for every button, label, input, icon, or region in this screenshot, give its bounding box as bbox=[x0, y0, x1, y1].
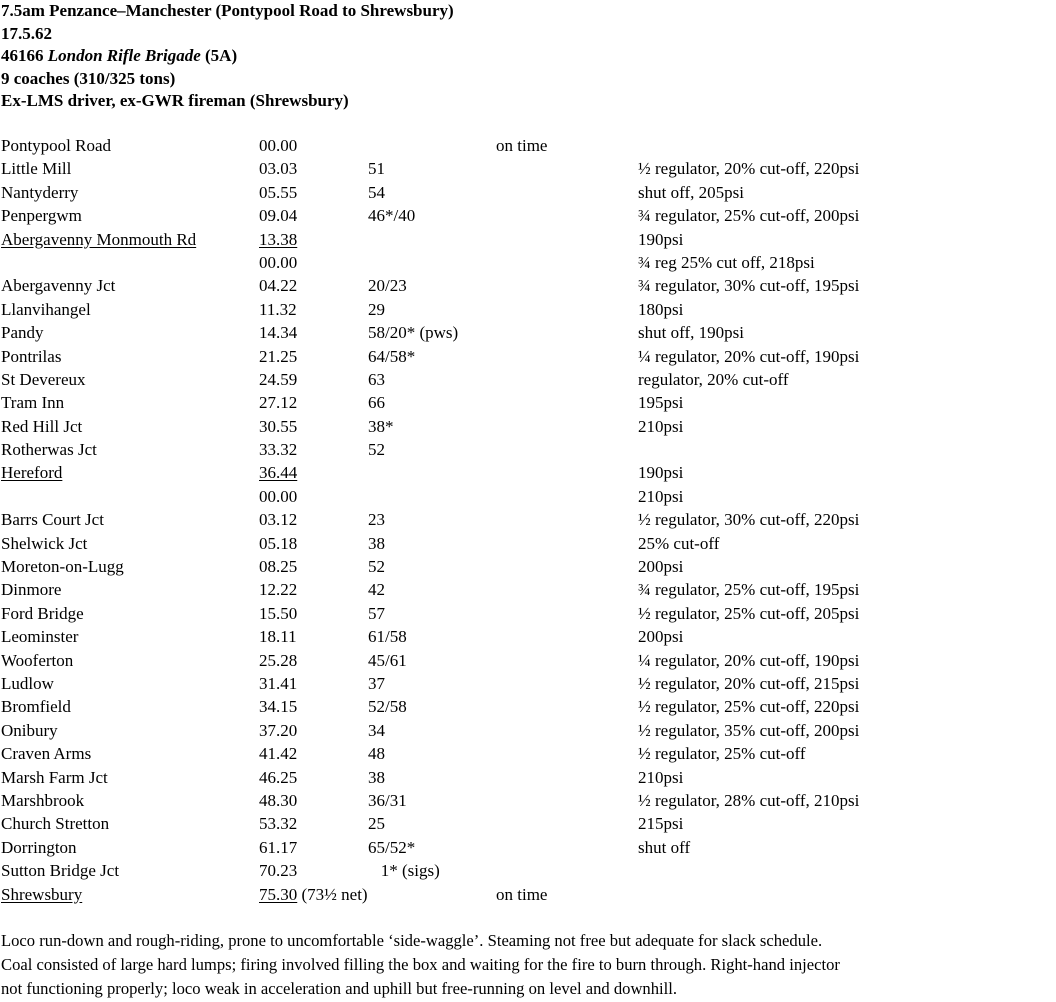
station-name: Red Hill Jct bbox=[1, 416, 83, 436]
engine-notes: ¼ regulator, 20% cut-off, 190psi bbox=[638, 346, 860, 366]
passing-time: 03.03 bbox=[259, 159, 298, 179]
engine-notes: ¾ regulator, 25% cut-off, 200psi bbox=[638, 206, 860, 226]
engine-notes: ½ regulator, 20% cut-off, 220psi bbox=[638, 159, 860, 179]
log-date: 17.5.62 bbox=[1, 23, 52, 43]
passing-time: 18.11 bbox=[259, 627, 297, 647]
notes-line: Coal consisted of large hard lumps; firing involved filling the box and waiting for the fire to burn through. Right-hand injector bbox=[1, 955, 840, 974]
log-row bbox=[1, 461, 1056, 484]
engine-notes: ¾ regulator, 25% cut-off, 195psi bbox=[638, 580, 860, 600]
log-row bbox=[1, 532, 1056, 555]
log-notes bbox=[1, 929, 1056, 1001]
speed-value: 61/58 bbox=[368, 627, 407, 647]
passing-time: 00.00 bbox=[259, 252, 298, 272]
station-name: Penpergwm bbox=[1, 206, 82, 226]
passing-time: 08.25 bbox=[259, 557, 298, 577]
speed-value: 38 bbox=[368, 767, 385, 787]
engine-notes: ½ regulator, 20% cut-off, 215psi bbox=[638, 673, 860, 693]
station-name: Leominster bbox=[1, 627, 79, 647]
log-row bbox=[1, 508, 1056, 531]
speed-value: 38* bbox=[368, 416, 394, 436]
log-row bbox=[1, 789, 1056, 812]
speed-value: 1* (sigs) bbox=[368, 861, 440, 881]
engine-notes: shut off, 190psi bbox=[638, 323, 744, 343]
engine-notes: 210psi bbox=[638, 416, 684, 436]
passing-time: 31.41 bbox=[259, 673, 298, 693]
station-name: Dinmore bbox=[1, 580, 62, 600]
passing-time: 14.34 bbox=[259, 323, 298, 343]
passing-time: 41.42 bbox=[259, 744, 298, 764]
passing-time: 70.23 bbox=[259, 861, 298, 881]
speed-value: 63 bbox=[368, 369, 385, 389]
station-name: Little Mill bbox=[1, 159, 72, 179]
engine-notes: ½ regulator, 35% cut-off, 200psi bbox=[638, 720, 860, 740]
engine-notes: 210psi bbox=[638, 767, 684, 787]
engine-notes: ¾ reg 25% cut off, 218psi bbox=[638, 252, 815, 272]
station-name: Marsh Farm Jct bbox=[1, 767, 108, 787]
speed-value: 48 bbox=[368, 744, 385, 764]
notes-line: not functioning properly; loco weak in acceleration and uphill but free-running on level and downhill. bbox=[1, 979, 678, 998]
engine-notes: 200psi bbox=[638, 627, 684, 647]
log-row bbox=[1, 883, 1056, 906]
engine-notes: 210psi bbox=[638, 486, 684, 506]
engine-notes: 215psi bbox=[638, 814, 684, 834]
timekeeping-status: on time bbox=[496, 884, 548, 904]
speed-value: 25 bbox=[368, 814, 385, 834]
station-name: St Devereux bbox=[1, 369, 86, 389]
net-time-note: (73½ net) bbox=[297, 884, 368, 904]
log-row bbox=[1, 415, 1056, 438]
station-name: Tram Inn bbox=[1, 393, 65, 413]
speed-value: 64/58* bbox=[368, 346, 416, 366]
station-name: Ford Bridge bbox=[1, 603, 84, 623]
notes-line: Loco run-down and rough-riding, prone to uncomfortable ‘side-waggle’. Steaming not free but adequate for slack schedule. bbox=[1, 931, 823, 950]
station-name: Rotherwas Jct bbox=[1, 440, 97, 460]
log-row bbox=[1, 251, 1056, 274]
log-row bbox=[1, 766, 1056, 789]
station-name: Shelwick Jct bbox=[1, 533, 88, 553]
log-row bbox=[1, 298, 1056, 321]
log-row bbox=[1, 812, 1056, 835]
passing-time: 61.17 bbox=[259, 837, 298, 857]
speed-value: 51 bbox=[368, 159, 385, 179]
log-row bbox=[1, 228, 1056, 251]
engine-notes: regulator, 20% cut-off bbox=[638, 369, 789, 389]
passing-time: 48.30 bbox=[259, 790, 298, 810]
station-name: Wooferton bbox=[1, 650, 74, 670]
passing-time: 13.38 bbox=[259, 229, 298, 249]
engine-notes: ½ regulator, 30% cut-off, 220psi bbox=[638, 510, 860, 530]
passing-time bbox=[259, 883, 368, 906]
station-name: Barrs Court Jct bbox=[1, 510, 104, 530]
engine-notes: ¼ regulator, 20% cut-off, 190psi bbox=[638, 650, 860, 670]
speed-value: 34 bbox=[368, 720, 385, 740]
station-name: Pontypool Road bbox=[1, 136, 112, 155]
passing-time: 04.22 bbox=[259, 276, 298, 296]
speed-value: 54 bbox=[368, 182, 385, 202]
speed-value: 29 bbox=[368, 299, 385, 319]
log-row bbox=[1, 368, 1056, 391]
speed-value: 23 bbox=[368, 510, 385, 530]
passing-time: 21.25 bbox=[259, 346, 298, 366]
passing-time: 11.32 bbox=[259, 299, 297, 319]
train-title: 7.5am Penzance–Manchester (Pontypool Road to Shrewsbury) bbox=[1, 1, 454, 20]
log-row bbox=[1, 204, 1056, 227]
speed-value: 57 bbox=[368, 603, 385, 623]
station-name: Ludlow bbox=[1, 673, 54, 693]
speed-value: 45/61 bbox=[368, 650, 407, 670]
log-row bbox=[1, 181, 1056, 204]
log-row bbox=[1, 672, 1056, 695]
locomotive-line bbox=[1, 45, 454, 68]
log-row bbox=[1, 157, 1056, 180]
station-name: Nantyderry bbox=[1, 182, 79, 202]
station-name: Sutton Bridge Jct bbox=[1, 861, 120, 881]
speed-value: 58/20* (pws) bbox=[368, 323, 459, 343]
log-row bbox=[1, 134, 1056, 157]
station-name: Hereford bbox=[1, 463, 63, 483]
loco-name: London Rifle Brigade bbox=[47, 46, 201, 66]
log-row bbox=[1, 274, 1056, 297]
speed-value: 65/52* bbox=[368, 837, 416, 857]
station-name: Marshbrook bbox=[1, 790, 85, 810]
engine-notes: 190psi bbox=[638, 463, 684, 483]
engine-notes: 190psi bbox=[638, 229, 684, 249]
engine-notes: shut off bbox=[638, 837, 691, 857]
engine-notes: 180psi bbox=[638, 299, 684, 319]
log-row bbox=[1, 695, 1056, 718]
passing-time: 03.12 bbox=[259, 510, 298, 530]
log-row bbox=[1, 485, 1056, 508]
log-row bbox=[1, 625, 1056, 648]
passing-time: 36.44 bbox=[259, 463, 298, 483]
engine-notes: shut off, 205psi bbox=[638, 182, 744, 202]
log-row bbox=[1, 555, 1056, 578]
station-name: Bromfield bbox=[1, 697, 71, 717]
engine-notes: ¾ regulator, 30% cut-off, 195psi bbox=[638, 276, 860, 296]
speed-value: 66 bbox=[368, 393, 385, 413]
speed-value: 46*/40 bbox=[368, 206, 416, 226]
log-row bbox=[1, 578, 1056, 601]
station-name: Shrewsbury bbox=[1, 884, 83, 904]
passing-time: 33.32 bbox=[259, 440, 298, 460]
passing-time: 12.22 bbox=[259, 580, 298, 600]
engine-notes: 25% cut-off bbox=[638, 533, 720, 553]
passing-time: 05.55 bbox=[259, 182, 298, 202]
passing-time: 15.50 bbox=[259, 603, 298, 623]
timekeeping-status: on time bbox=[496, 136, 548, 155]
engine-notes: ½ regulator, 28% cut-off, 210psi bbox=[638, 790, 860, 810]
passing-time: 24.59 bbox=[259, 369, 298, 389]
log-header bbox=[1, 0, 454, 113]
log-row bbox=[1, 649, 1056, 672]
engine-notes: 200psi bbox=[638, 557, 684, 577]
passing-time: 00.00 bbox=[259, 136, 298, 155]
loco-number: 46166 bbox=[1, 46, 44, 66]
speed-value: 38 bbox=[368, 533, 385, 553]
train-load: 9 coaches (310/325 tons) bbox=[1, 68, 176, 88]
station-name: Church Stretton bbox=[1, 814, 110, 834]
log-row bbox=[1, 438, 1056, 461]
log-row bbox=[1, 345, 1056, 368]
speed-value: 52/58 bbox=[368, 697, 407, 717]
passing-time: 25.28 bbox=[259, 650, 298, 670]
passing-time: 00.00 bbox=[259, 486, 298, 506]
speed-value: 20/23 bbox=[368, 276, 407, 296]
engine-notes: 195psi bbox=[638, 393, 684, 413]
speed-value: 37 bbox=[368, 673, 385, 693]
speed-value: 52 bbox=[368, 440, 385, 460]
passing-time: 46.25 bbox=[259, 767, 298, 787]
passing-time: 09.04 bbox=[259, 206, 298, 226]
station-name: Pontrilas bbox=[1, 346, 62, 366]
station-name: Pandy bbox=[1, 323, 44, 343]
speed-value: 52 bbox=[368, 557, 385, 577]
log-row bbox=[1, 742, 1056, 765]
station-name: Moreton-on-Lugg bbox=[1, 557, 124, 577]
passing-time: 05.18 bbox=[259, 533, 298, 553]
log-row bbox=[1, 602, 1056, 625]
log-row bbox=[1, 859, 1056, 882]
passing-time-value: 75.30 bbox=[259, 884, 298, 904]
speed-value: 36/31 bbox=[368, 790, 407, 810]
passing-time: 34.15 bbox=[259, 697, 298, 717]
crew-line: Ex-LMS driver, ex-GWR fireman (Shrewsbury) bbox=[1, 91, 349, 111]
passing-time: 30.55 bbox=[259, 416, 298, 436]
log-row bbox=[1, 321, 1056, 344]
engine-notes: ½ regulator, 25% cut-off, 220psi bbox=[638, 697, 860, 717]
log-row bbox=[1, 391, 1056, 414]
station-name: Abergavenny Monmouth Rd bbox=[1, 229, 197, 249]
speed-value: 42 bbox=[368, 580, 385, 600]
log-row bbox=[1, 719, 1056, 742]
loco-shed: (5A) bbox=[205, 46, 238, 66]
station-name: Llanvihangel bbox=[1, 299, 91, 319]
station-name: Craven Arms bbox=[1, 744, 92, 764]
station-name: Abergavenny Jct bbox=[1, 276, 116, 296]
passing-time: 37.20 bbox=[259, 720, 298, 740]
log-row bbox=[1, 836, 1056, 859]
engine-notes: ½ regulator, 25% cut-off bbox=[638, 744, 806, 764]
station-name: Onibury bbox=[1, 720, 58, 740]
passing-time: 27.12 bbox=[259, 393, 298, 413]
station-name: Dorrington bbox=[1, 837, 77, 857]
engine-notes: ½ regulator, 25% cut-off, 205psi bbox=[638, 603, 860, 623]
timing-log-table bbox=[1, 134, 1056, 906]
passing-time: 53.32 bbox=[259, 814, 298, 834]
